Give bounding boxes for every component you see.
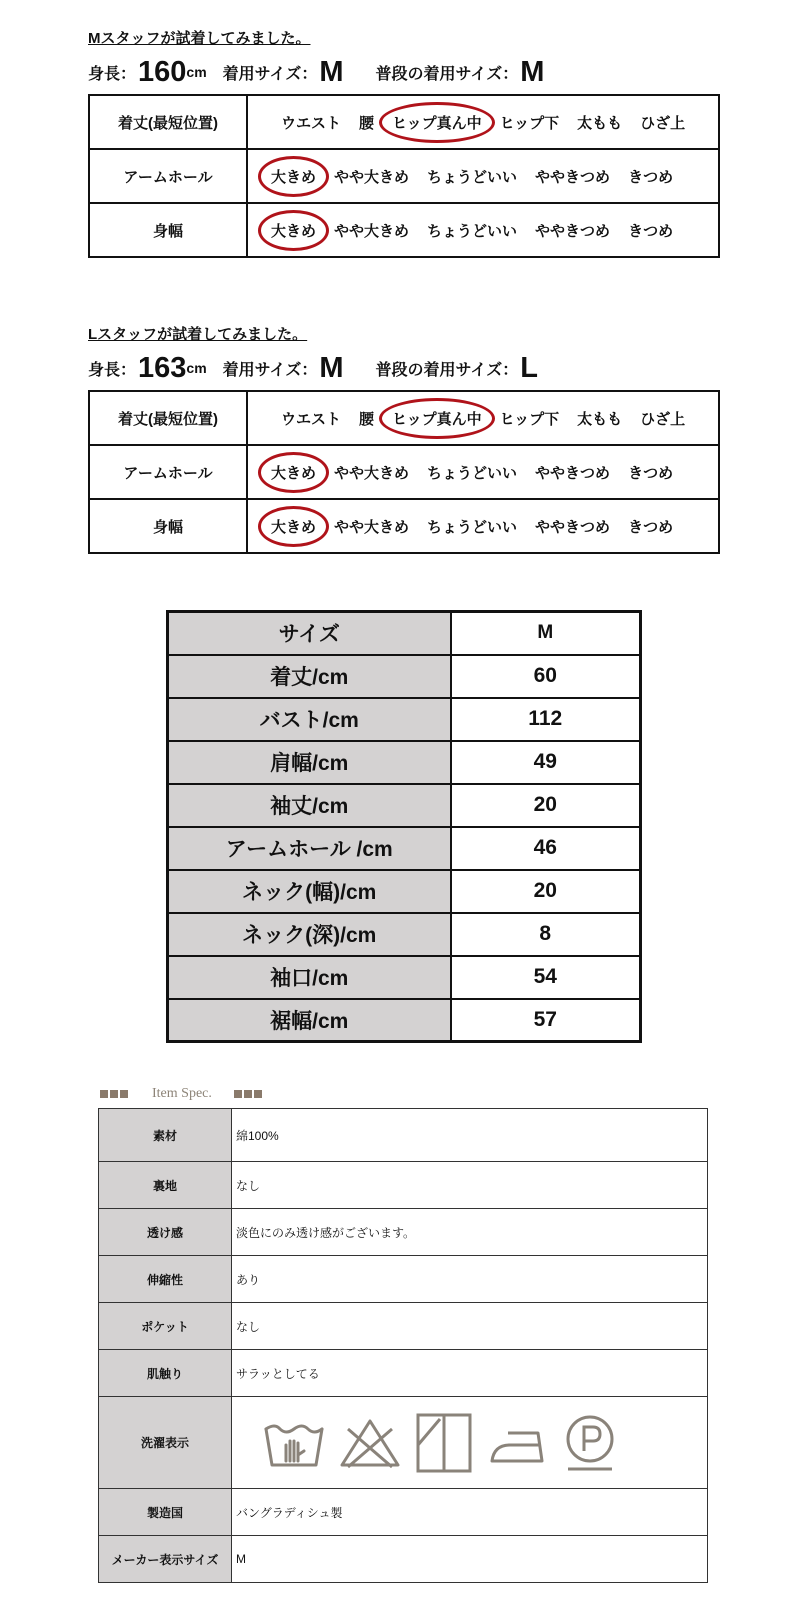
size-chart-row <box>168 698 641 741</box>
fit-row-options <box>247 499 719 553</box>
fit-row-label: 着丈(最短位置) <box>89 391 247 445</box>
height-label: 身長： <box>88 65 137 83</box>
size-value: 20 <box>451 784 641 827</box>
square-ornament-right <box>234 1090 262 1098</box>
fit-row-options <box>247 203 719 257</box>
option: ややきつめ <box>535 168 611 186</box>
option-list <box>248 112 718 133</box>
usual-size-label: 普段の着用サイズ： <box>375 361 519 379</box>
option: ちょうどいい <box>427 518 518 536</box>
spec-key: 裏地 <box>99 1162 232 1209</box>
spec-row <box>99 1256 708 1303</box>
size-value: 112 <box>451 698 641 741</box>
no-bleach-icon <box>338 1415 402 1471</box>
size-key: ネック(深)/cm <box>168 913 451 956</box>
option-selected: ヒップ真ん中 <box>383 408 491 429</box>
size-chart-row <box>168 870 641 913</box>
size-chart-table <box>166 610 642 1043</box>
usual-size-value: L <box>520 351 538 384</box>
care-icons-cell <box>232 1397 708 1489</box>
option-list <box>248 516 718 537</box>
fit-row-label: 身幅 <box>89 203 247 257</box>
size-chart-row <box>168 827 641 870</box>
option-selected: 大きめ <box>262 220 325 241</box>
fit-row-options <box>247 391 719 445</box>
option-selected: 大きめ <box>262 462 325 483</box>
spec-row <box>99 1489 708 1536</box>
option: ややきつめ <box>535 518 611 536</box>
option: ひざ上 <box>640 114 686 132</box>
item-spec-title: Item Spec. <box>152 1086 212 1101</box>
size-value: 46 <box>451 827 641 870</box>
spec-row <box>99 1109 708 1162</box>
item-spec-heading <box>100 1083 262 1105</box>
size-key: バスト/cm <box>168 698 451 741</box>
size-value: 57 <box>451 999 641 1042</box>
fit-row-label: アームホール <box>89 445 247 499</box>
option: きつめ <box>628 518 674 536</box>
size-value: 60 <box>451 655 641 698</box>
fit-row-options <box>247 149 719 203</box>
size-key: 袖丈/cm <box>168 784 451 827</box>
option: 腰 <box>359 114 375 132</box>
size-key: 肩幅/cm <box>168 741 451 784</box>
fit-row <box>89 203 719 257</box>
option-selected: 大きめ <box>262 516 325 537</box>
fit-row-label: 身幅 <box>89 499 247 553</box>
spec-value: なし <box>232 1162 708 1209</box>
option: ウエスト <box>281 410 342 428</box>
fit-row <box>89 499 719 553</box>
staff-m-section <box>88 28 720 258</box>
spec-row-care <box>99 1397 708 1489</box>
option: やや大きめ <box>334 518 410 536</box>
option: やや大きめ <box>334 222 410 240</box>
usual-size-label: 普段の着用サイズ： <box>375 65 519 83</box>
spec-value: あり <box>232 1256 708 1303</box>
low-iron-icon <box>486 1415 550 1471</box>
fit-row-options <box>247 95 719 149</box>
option-list <box>248 220 718 241</box>
option-selected: 大きめ <box>262 166 325 187</box>
staff-m-heading: Mスタッフが試着してみました。 <box>88 30 311 47</box>
worn-size-value: M <box>319 55 344 88</box>
staff-l-stats <box>88 346 720 390</box>
spec-value: M <box>232 1536 708 1583</box>
spec-value: サラッとしてる <box>232 1350 708 1397</box>
dry-clean-p-icon <box>562 1411 618 1475</box>
option: ちょうどいい <box>427 222 518 240</box>
spec-key: メーカー表示サイズ <box>99 1536 232 1583</box>
size-chart-header-value: M <box>451 612 641 655</box>
height-unit: cm <box>186 360 207 376</box>
care-icons <box>236 1411 707 1475</box>
height-value: 163 <box>138 351 187 384</box>
size-value: 54 <box>451 956 641 999</box>
spec-key: 素材 <box>99 1109 232 1162</box>
fit-row <box>89 149 719 203</box>
size-key: 着丈/cm <box>168 655 451 698</box>
fit-row-label: 着丈(最短位置) <box>89 95 247 149</box>
size-value: 20 <box>451 870 641 913</box>
staff-m-fit-table <box>88 94 720 258</box>
size-chart-row <box>168 956 641 999</box>
spec-value: バングラディシュ製 <box>232 1489 708 1536</box>
option: きつめ <box>628 168 674 186</box>
worn-size-value: M <box>319 351 344 384</box>
usual-size-value: M <box>520 55 545 88</box>
size-chart-row <box>168 655 641 698</box>
size-chart-row <box>168 999 641 1042</box>
spec-key: 洗濯表示 <box>99 1397 232 1489</box>
size-key: アームホール /cm <box>168 827 451 870</box>
option-selected: ヒップ真ん中 <box>383 112 491 133</box>
option: ちょうどいい <box>427 464 518 482</box>
fit-row-options <box>247 445 719 499</box>
fit-row <box>89 445 719 499</box>
option: 腰 <box>359 410 375 428</box>
worn-size-label: 着用サイズ： <box>222 65 318 83</box>
option: ちょうどいい <box>427 168 518 186</box>
staff-m-stats <box>88 50 720 94</box>
size-key: 袖口/cm <box>168 956 451 999</box>
option: ひざ上 <box>640 410 686 428</box>
option-list <box>248 462 718 483</box>
drip-dry-icon <box>414 1411 474 1475</box>
option: ややきつめ <box>535 464 611 482</box>
spec-value: 綿100% <box>232 1109 708 1162</box>
hand-wash-icon <box>262 1415 326 1471</box>
option: きつめ <box>628 464 674 482</box>
spec-key: 伸縮性 <box>99 1256 232 1303</box>
option: 太もも <box>577 114 623 132</box>
spec-key: 肌触り <box>99 1350 232 1397</box>
spec-key: ポケット <box>99 1303 232 1350</box>
size-chart-header-key: サイズ <box>168 612 451 655</box>
size-key: 裾幅/cm <box>168 999 451 1042</box>
height-unit: cm <box>186 64 207 80</box>
height-value: 160 <box>138 55 187 88</box>
option: ヒップ下 <box>499 410 560 428</box>
size-chart-row <box>168 784 641 827</box>
square-ornament-left <box>100 1090 128 1098</box>
spec-row <box>99 1209 708 1256</box>
option: ややきつめ <box>535 222 611 240</box>
size-value: 49 <box>451 741 641 784</box>
fit-row <box>89 391 719 445</box>
staff-l-heading: Lスタッフが試着してみました。 <box>88 326 308 343</box>
size-chart-row <box>168 913 641 956</box>
option: ヒップ下 <box>499 114 560 132</box>
spec-row <box>99 1303 708 1350</box>
fit-row-label: アームホール <box>89 149 247 203</box>
option: やや大きめ <box>334 464 410 482</box>
spec-row <box>99 1162 708 1209</box>
staff-l-section <box>88 324 720 554</box>
size-chart-row <box>168 741 641 784</box>
option: ウエスト <box>281 114 342 132</box>
spec-value: 淡色にのみ透け感がございます。 <box>232 1209 708 1256</box>
spec-key: 透け感 <box>99 1209 232 1256</box>
size-chart-header-row <box>168 612 641 655</box>
spec-row <box>99 1350 708 1397</box>
spec-row <box>99 1536 708 1583</box>
height-label: 身長： <box>88 361 137 379</box>
option: やや大きめ <box>334 168 410 186</box>
staff-l-fit-table <box>88 390 720 554</box>
option-list <box>248 166 718 187</box>
option: きつめ <box>628 222 674 240</box>
spec-key: 製造国 <box>99 1489 232 1536</box>
fit-row <box>89 95 719 149</box>
item-spec-table <box>98 1108 708 1583</box>
worn-size-label: 着用サイズ： <box>222 361 318 379</box>
size-key: ネック(幅)/cm <box>168 870 451 913</box>
size-value: 8 <box>451 913 641 956</box>
option: 太もも <box>577 410 623 428</box>
spec-value: なし <box>232 1303 708 1350</box>
option-list <box>248 408 718 429</box>
